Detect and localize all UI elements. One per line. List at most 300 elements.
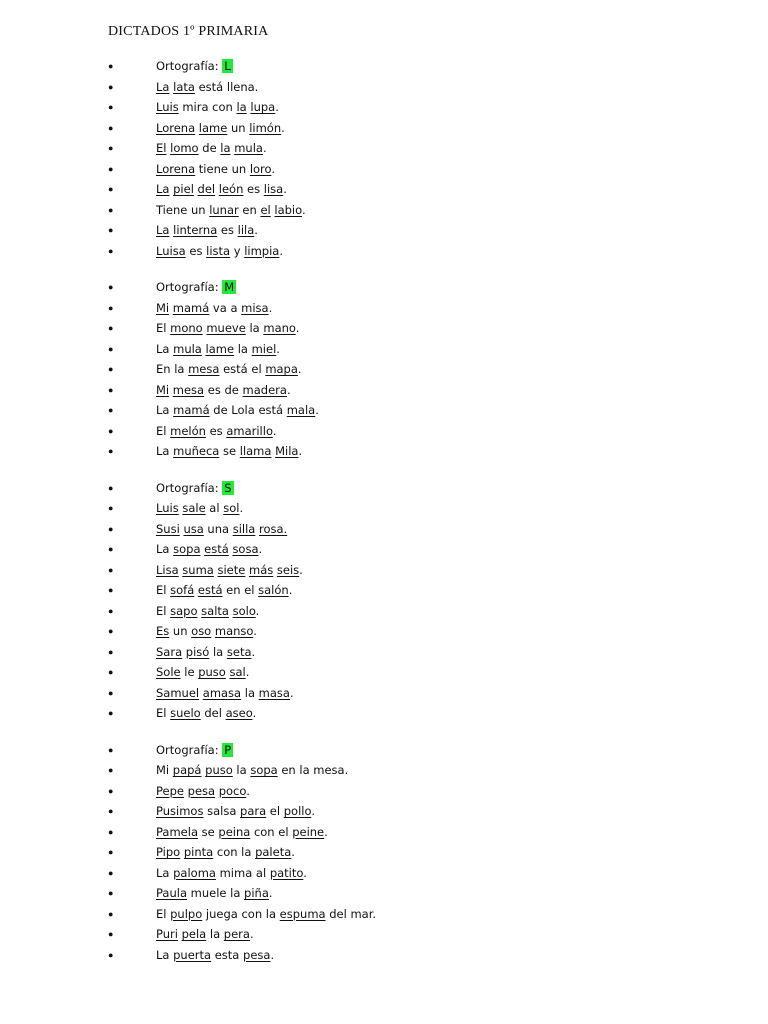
- sentence-row: [0, 179, 768, 200]
- plain-text: un: [169, 624, 192, 638]
- underlined-word: está: [197, 583, 223, 597]
- underlined-word: solo: [232, 603, 256, 618]
- plain-text: .: [239, 501, 244, 515]
- plain-text: la: [209, 644, 227, 659]
- plain-text: muele la: [187, 886, 245, 900]
- plain-text: .: [275, 100, 279, 114]
- underlined-word: sosa: [232, 542, 259, 556]
- sentence-text: [156, 138, 267, 159]
- plain-text: .: [262, 141, 267, 155]
- underlined-word: mesa: [188, 362, 220, 376]
- sentence-text: [156, 118, 285, 139]
- sentence-text: [156, 298, 272, 319]
- underlined-word: Sole: [156, 665, 181, 679]
- underlined-word: siete: [217, 562, 246, 577]
- underlined-word: puerta: [173, 947, 212, 962]
- sentence-row: [0, 318, 768, 339]
- underlined-word: pinta: [183, 845, 214, 859]
- sentence-text: [156, 760, 348, 781]
- sentence-text: [156, 945, 274, 966]
- bullet: ●: [108, 626, 114, 636]
- underlined-word: sal: [229, 665, 246, 679]
- plain-text: El: [156, 906, 171, 921]
- underlined-word: mano: [263, 321, 296, 335]
- plain-text: El: [156, 583, 171, 597]
- plain-text: de: [198, 141, 221, 155]
- underlined-word: lomo: [170, 141, 199, 155]
- underlined-word: poco: [218, 783, 247, 798]
- underlined-word: llama: [239, 444, 272, 458]
- sentence-row: [0, 945, 768, 966]
- underlined-word: lisa: [263, 182, 284, 196]
- plain-text: .: [249, 927, 254, 941]
- sentence-row: [0, 380, 768, 401]
- sentence-text: [156, 580, 292, 601]
- highlighted-letter: M: [224, 280, 235, 294]
- underlined-word: melón: [170, 423, 206, 438]
- plain-text: .: [297, 362, 302, 376]
- sentence-row: [0, 801, 768, 822]
- sentence-text: [156, 703, 256, 724]
- sentence-text: [156, 560, 303, 581]
- bullet: ●: [108, 61, 114, 71]
- underlined-word: limpia: [244, 243, 280, 258]
- underlined-word: Mi: [156, 300, 170, 315]
- section-label: Ortografía:: [156, 742, 219, 757]
- sentence-text: [156, 519, 287, 540]
- underlined-word: suelo: [170, 706, 201, 720]
- plain-text: Mi: [156, 763, 173, 777]
- dictation-sections: [0, 56, 768, 981]
- plain-text: El: [156, 321, 171, 335]
- plain-text: es: [185, 243, 207, 258]
- sentence-text: [156, 904, 376, 925]
- underlined-word: labio: [274, 202, 302, 217]
- underlined-word: aseo: [225, 706, 253, 720]
- sentence-text: [156, 842, 295, 863]
- underlined-word: madera: [242, 382, 287, 397]
- bullet: ●: [108, 425, 114, 436]
- underlined-word: mesa: [172, 382, 205, 397]
- sentence-text: [156, 683, 294, 704]
- plain-text: La: [156, 403, 174, 417]
- sentence-text: [156, 179, 287, 200]
- sentence-row: [0, 601, 768, 622]
- sentence-text: [156, 642, 255, 663]
- plain-text: La: [156, 947, 174, 962]
- plain-text: .: [254, 223, 258, 237]
- plain-text: La: [156, 341, 174, 356]
- underlined-word: Es: [156, 624, 170, 638]
- sentence-text: [156, 200, 306, 221]
- section-label: Ortografía:: [156, 59, 219, 73]
- underlined-word: patito: [269, 865, 304, 880]
- underlined-word: miel: [251, 341, 277, 356]
- underlined-word: pesa: [243, 947, 271, 962]
- sentence-row: [0, 842, 768, 863]
- plain-text: le: [180, 665, 199, 679]
- underlined-word: piña: [244, 886, 269, 900]
- underlined-word: Luis: [156, 501, 179, 515]
- underlined-word: La: [156, 79, 170, 94]
- underlined-word: Mi: [156, 382, 170, 397]
- bullet: ●: [108, 245, 114, 256]
- bullet: ●: [108, 282, 114, 292]
- sentence-row: [0, 863, 768, 884]
- underlined-word: Samuel: [156, 685, 200, 700]
- underlined-word: Luis: [156, 100, 179, 114]
- sentence-row: [0, 760, 768, 781]
- sentence-text: [156, 883, 273, 904]
- bullet: ●: [108, 646, 114, 657]
- plain-text: .: [251, 644, 256, 659]
- bullet: ●: [108, 323, 114, 333]
- bullet: ●: [108, 523, 114, 534]
- underlined-word: puso: [198, 665, 226, 679]
- sentence-row: [0, 400, 768, 421]
- plain-text: juega con la: [202, 906, 280, 921]
- sentence-text: [156, 380, 291, 401]
- bullet: ●: [108, 163, 114, 174]
- plain-text: La: [156, 542, 174, 556]
- plain-text: .: [281, 120, 285, 135]
- underlined-word: lila: [237, 223, 255, 237]
- plain-text: .: [286, 382, 291, 397]
- underlined-word: seis: [276, 562, 300, 577]
- plain-text: con el: [250, 824, 293, 839]
- bullet: ●: [108, 765, 114, 775]
- plain-text: .: [299, 562, 303, 577]
- sentence-row: [0, 560, 768, 581]
- underlined-word: oso: [191, 624, 212, 638]
- plain-text: con la: [213, 845, 256, 859]
- sentence-text: [156, 539, 262, 560]
- underlined-word: pulpo: [170, 906, 203, 921]
- sentence-text: [156, 498, 243, 519]
- bullet: ●: [108, 929, 114, 939]
- underlined-word: paloma: [173, 865, 216, 880]
- underlined-word: mula: [173, 341, 202, 356]
- section-label: Ortografía:: [156, 480, 219, 495]
- underlined-word: mueve: [206, 321, 246, 335]
- bullet: ●: [108, 184, 114, 194]
- bullet: ●: [108, 143, 114, 153]
- underlined-word: Lorena: [156, 161, 196, 176]
- underlined-word: suma: [182, 562, 214, 577]
- underlined-word: pesa: [187, 783, 216, 798]
- underlined-word: pisó: [185, 644, 210, 659]
- plain-text: del mar.: [325, 906, 377, 921]
- plain-text: en el: [222, 583, 259, 597]
- plain-text: .: [245, 665, 250, 679]
- underlined-word: está: [204, 542, 229, 556]
- sentence-row: [0, 421, 768, 442]
- underlined-word: mala: [286, 403, 316, 417]
- bullet: ●: [108, 908, 114, 919]
- section-header: [0, 478, 768, 499]
- sentence-text: [156, 220, 258, 241]
- underlined-word: lupa: [250, 100, 276, 114]
- bullet: ●: [108, 585, 114, 595]
- sentence-row: [0, 138, 768, 159]
- underlined-word: masa: [258, 685, 290, 700]
- plain-text: .: [283, 182, 287, 196]
- sentence-row: [0, 703, 768, 724]
- underlined-word: lame: [205, 341, 235, 356]
- plain-text: .: [272, 423, 277, 438]
- sentence-row: [0, 220, 768, 241]
- underlined-word: sale: [182, 501, 206, 515]
- underlined-word: loro: [249, 161, 272, 176]
- underlined-word: más: [249, 562, 274, 577]
- dictation-section-m: [0, 277, 768, 462]
- plain-text: El: [156, 423, 171, 438]
- bullet: ●: [108, 687, 114, 698]
- sentence-text: [156, 601, 259, 622]
- underlined-word: misa: [241, 300, 269, 315]
- section-header: [0, 740, 768, 761]
- sentence-text: [156, 863, 307, 884]
- sentence-row: [0, 519, 768, 540]
- plain-text: .: [288, 583, 293, 597]
- underlined-word: lata: [173, 79, 195, 94]
- plain-text: la: [241, 685, 259, 700]
- underlined-word: Pepe: [156, 783, 184, 798]
- sentence-text: [156, 359, 302, 380]
- underlined-word: pela: [181, 927, 207, 941]
- sentence-text: [156, 781, 250, 802]
- bullet: ●: [108, 605, 114, 616]
- underlined-word: puso: [205, 763, 233, 777]
- plain-text: .: [289, 685, 294, 700]
- sentence-row: [0, 159, 768, 180]
- underlined-word: La: [156, 182, 170, 196]
- bullet: ●: [108, 102, 114, 112]
- sentence-row: [0, 621, 768, 642]
- plain-text: es: [205, 423, 227, 438]
- dictation-section-l: [0, 56, 768, 261]
- underlined-word: el: [260, 202, 271, 217]
- plain-text: .: [276, 341, 280, 356]
- sentence-row: [0, 298, 768, 319]
- sentence-row: [0, 683, 768, 704]
- plain-text: está llena.: [194, 79, 259, 94]
- plain-text: un: [227, 120, 250, 135]
- plain-text: es de: [204, 382, 243, 397]
- underlined-word: Pamela: [156, 824, 198, 839]
- plain-text: mira con: [178, 100, 237, 114]
- underlined-word: mula: [234, 141, 263, 155]
- highlighted-letter: P: [224, 742, 232, 757]
- sentence-row: [0, 904, 768, 925]
- sentence-text: [156, 339, 280, 360]
- plain-text: .: [246, 783, 250, 798]
- underlined-word: El: [156, 141, 167, 155]
- bullet: ●: [108, 667, 114, 677]
- underlined-word: papá: [172, 763, 202, 777]
- bullet: ●: [108, 302, 114, 313]
- bullet: ●: [108, 204, 114, 215]
- sentence-text: [156, 621, 257, 642]
- plain-text: es: [243, 182, 264, 196]
- plain-text: en la mesa.: [277, 763, 349, 777]
- plain-text: se: [219, 444, 240, 458]
- underlined-word: mono: [170, 321, 203, 335]
- plain-text: al: [205, 501, 224, 515]
- sentence-row: [0, 781, 768, 802]
- plain-text: se: [198, 824, 219, 839]
- section-header: [0, 277, 768, 298]
- bullet: ●: [108, 343, 114, 354]
- plain-text: una: [203, 521, 233, 536]
- underlined-word: lista: [206, 243, 231, 258]
- bullet: ●: [108, 364, 114, 374]
- highlighted-letter: S: [224, 480, 232, 495]
- underlined-word: Pipo: [156, 845, 181, 859]
- plain-text: Tiene un: [156, 202, 210, 217]
- underlined-word: manso: [214, 624, 254, 638]
- plain-text: en: [238, 202, 261, 217]
- plain-text: va a: [209, 300, 242, 315]
- bullet: ●: [108, 122, 114, 133]
- highlighted-letter: L: [224, 59, 231, 73]
- sentence-text: [156, 159, 275, 180]
- bullet: ●: [108, 785, 114, 796]
- plain-text: .: [268, 300, 273, 315]
- sentence-text: [156, 662, 249, 683]
- sentence-row: [0, 77, 768, 98]
- underlined-word: la: [236, 100, 247, 114]
- underlined-word: lame: [198, 120, 228, 135]
- underlined-word: sopa: [250, 763, 278, 777]
- sentence-row: [0, 580, 768, 601]
- bullet: ●: [108, 888, 114, 898]
- underlined-word: rosa.: [258, 521, 288, 536]
- underlined-word: La: [156, 223, 170, 237]
- plain-text: .: [270, 947, 275, 962]
- bullet: ●: [108, 867, 114, 878]
- plain-text: El: [156, 603, 171, 618]
- underlined-word: sopa: [173, 542, 201, 556]
- sentence-text: [156, 400, 319, 421]
- underlined-word: lunar: [209, 202, 239, 217]
- plain-text: .: [324, 824, 328, 839]
- sentence-row: [0, 662, 768, 683]
- underlined-word: Lisa: [156, 562, 179, 577]
- plain-text: esta: [211, 947, 244, 962]
- underlined-word: peina: [218, 824, 251, 839]
- bullet: ●: [108, 225, 114, 235]
- underlined-word: peine: [292, 824, 325, 839]
- underlined-word: usa: [183, 521, 204, 536]
- sentence-row: [0, 97, 768, 118]
- sentence-row: [0, 642, 768, 663]
- sentence-row: [0, 924, 768, 945]
- sentence-row: [0, 883, 768, 904]
- section-label: Ortografía:: [156, 280, 219, 294]
- bullet: ●: [108, 446, 114, 456]
- sentence-text: [156, 822, 328, 843]
- plain-text: el: [266, 804, 284, 818]
- bullet: ●: [108, 544, 114, 554]
- plain-text: .: [253, 624, 257, 638]
- bullet: ●: [108, 949, 114, 960]
- underlined-word: Puri: [156, 927, 178, 941]
- plain-text: salsa: [203, 804, 241, 818]
- underlined-word: Pusimos: [156, 804, 204, 818]
- underlined-word: amarillo: [226, 423, 273, 438]
- plain-text: El: [156, 706, 171, 720]
- underlined-word: del: [197, 182, 216, 196]
- bullet: ●: [108, 384, 114, 395]
- bullet: ●: [108, 826, 114, 837]
- bullet: ●: [108, 81, 114, 92]
- document-title: DICTADOS 1º PRIMARIA: [108, 24, 269, 39]
- bullet: ●: [108, 744, 114, 755]
- underlined-word: Mila: [275, 444, 299, 458]
- sentence-row: [0, 539, 768, 560]
- underlined-word: paleta: [255, 845, 292, 859]
- underlined-word: salón: [258, 583, 289, 597]
- underlined-word: linterna: [173, 223, 218, 237]
- sentence-text: [156, 801, 315, 822]
- plain-text: .: [258, 542, 263, 556]
- sentence-row: [0, 118, 768, 139]
- sentence-row: [0, 441, 768, 462]
- plain-text: mima al: [215, 865, 270, 880]
- underlined-word: sapo: [170, 603, 198, 618]
- underlined-word: sofá: [170, 583, 195, 597]
- plain-text: la: [232, 763, 251, 777]
- sentence-row: [0, 339, 768, 360]
- sentence-text: [156, 318, 299, 339]
- plain-text: .: [252, 706, 257, 720]
- plain-text: .: [298, 444, 303, 458]
- plain-text: La: [156, 444, 174, 458]
- plain-text: .: [303, 865, 307, 880]
- sentence-row: [0, 200, 768, 221]
- plain-text: del: [200, 706, 226, 720]
- plain-text: .: [268, 886, 273, 900]
- sentence-text: [156, 97, 279, 118]
- underlined-word: Lorena: [156, 120, 196, 135]
- dictation-section-s: [0, 478, 768, 724]
- sentence-text: [156, 241, 283, 262]
- sentence-row: [0, 822, 768, 843]
- underlined-word: seta: [226, 644, 252, 659]
- sentence-text: [156, 77, 258, 98]
- sentence-row: [0, 241, 768, 262]
- underlined-word: amasa: [202, 685, 242, 700]
- plain-text: .: [291, 845, 295, 859]
- sentence-text: [156, 441, 302, 462]
- plain-text: .: [271, 161, 276, 176]
- bullet: ●: [108, 503, 114, 513]
- underlined-word: Paula: [156, 886, 187, 900]
- underlined-word: para: [240, 804, 267, 818]
- plain-text: .: [295, 321, 300, 335]
- plain-text: y: [230, 243, 245, 258]
- underlined-word: león: [218, 182, 244, 196]
- underlined-word: pollo: [283, 804, 312, 818]
- dictation-section-p: [0, 740, 768, 966]
- plain-text: .: [279, 243, 283, 258]
- bullet: ●: [108, 708, 114, 718]
- underlined-word: salta: [201, 603, 229, 618]
- underlined-word: pera: [223, 927, 250, 941]
- sentence-row: [0, 498, 768, 519]
- underlined-word: Sara: [156, 644, 183, 659]
